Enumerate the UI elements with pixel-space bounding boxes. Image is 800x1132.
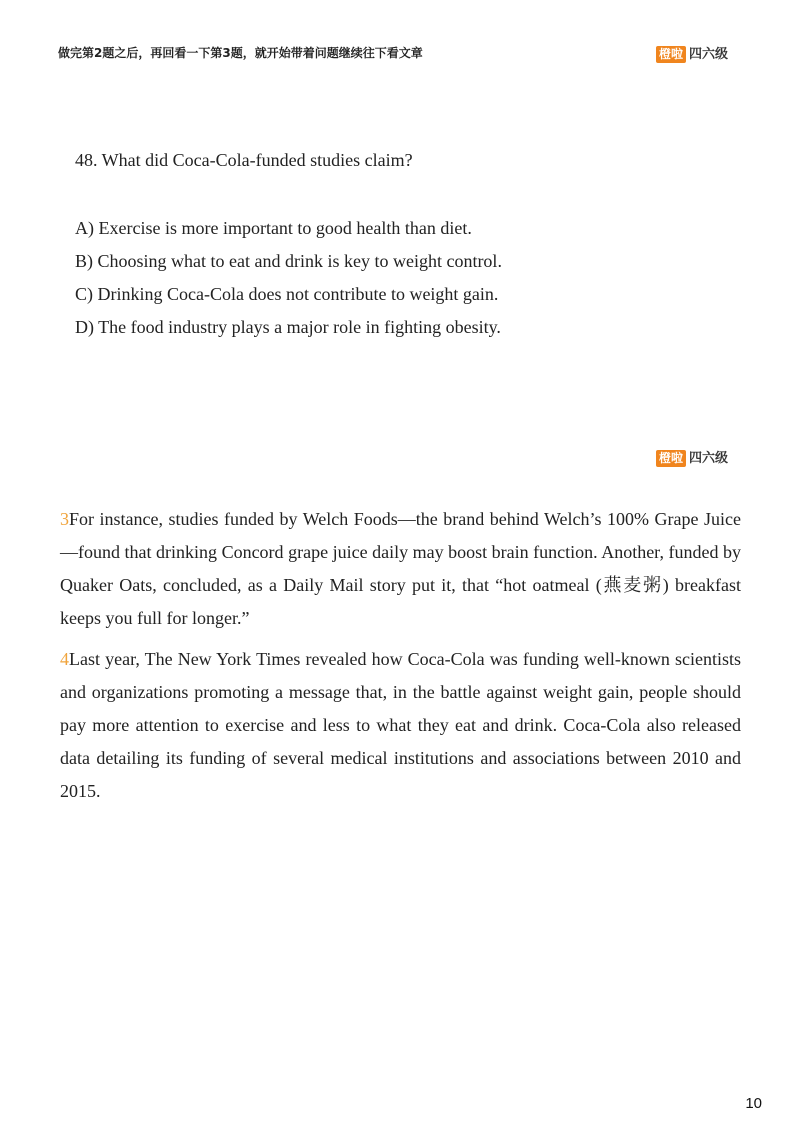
header-brand — [656, 46, 728, 63]
question-stem: 48. What did Coca-Cola-funded studies claim? — [75, 150, 413, 170]
paragraph-number: 4 — [60, 649, 69, 669]
paragraph-text: Last year, The New York Times revealed how Coca-Cola was funding well-known scientists and organizations promoting a message that, in the battle against weight gain, people should pay more attention to exercise and less to what they eat and drink. Coca-Cola also released data detailing its funding of several medical institutions and associations between 2010 and 2015. — [60, 649, 741, 801]
brand-text: 四六级 — [689, 47, 729, 62]
passage-paragraph-3 — [60, 503, 741, 635]
option-b: B) Choosing what to eat and drink is key to weight control. — [75, 251, 502, 271]
paragraph-number: 3 — [60, 509, 69, 529]
option-a: A) Exercise is more important to good health than diet. — [75, 218, 472, 238]
answer-options — [75, 216, 502, 348]
header-instruction: 做完第2题之后，再回看一下第3题，就开始带着问题继续往下看文章 — [58, 46, 423, 60]
brand-logo: 橙啦 — [656, 450, 686, 467]
section-brand — [656, 450, 728, 467]
brand-text: 四六级 — [689, 451, 729, 466]
page-number: 10 — [745, 1095, 762, 1112]
option-d: D) The food industry plays a major role in fighting obesity. — [75, 317, 501, 337]
passage-paragraph-4 — [60, 643, 741, 808]
paragraph-text: For instance, studies funded by Welch Foods—the brand behind Welch’s 100% Grape Juice—found that drinking Concord grape juice daily may boost brain function. Another, funded by Quaker Oats, concluded, as a Daily Mail story put it, that “hot oatmeal (燕麦粥) breakfast keeps you full for longer.” — [60, 509, 741, 628]
option-c: C) Drinking Coca-Cola does not contribute to weight gain. — [75, 284, 499, 304]
brand-logo: 橙啦 — [656, 46, 686, 63]
